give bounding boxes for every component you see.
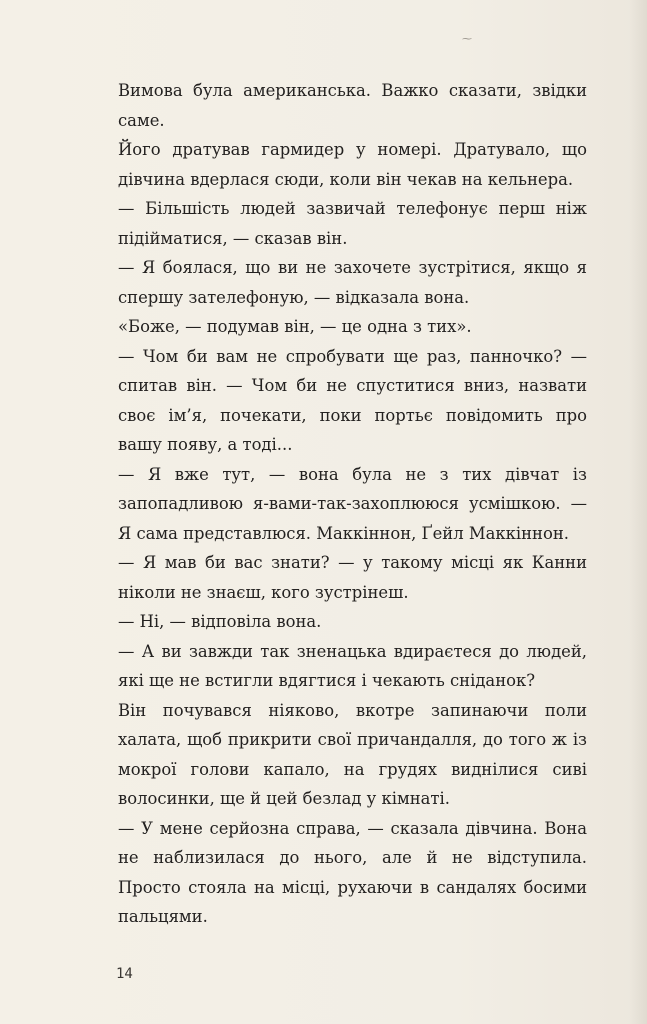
paragraph: — Я вже тут, — вона була не з тих дівчат із запопадливою я-вами-так-захоплююся усмішкою. — Я сама представлюся. Маккіннон, Ґейл Маккіннон. [118,464,587,543]
paragraph: Він почувався ніяково, вкотре запинаючи поли халата, щоб прикрити свої причандалля, до того ж із мокрої голови капало, на грудях виднілися сиві волосинки, ще й цей безлад у кімнаті. [118,700,587,808]
paragraph: «Боже, — подумав він, — це одна з тих». [118,317,472,336]
paragraph: — Я боялася, що ви не захочете зустрітися, якщо я спершу зателефоную, — відказала вона. [118,258,587,307]
body-text [118,76,587,932]
paragraph: — Я мав би вас знати? — у такому місці як Канни ніколи не знаєш, кого зустрінеш. [118,553,587,602]
paragraph: Вимова була американська. Важко сказати, звідки саме. [118,81,587,130]
paragraph: — А ви завжди так зненацька вдираєтеся до людей, які ще не встигли вдягтися і чекають сніданок? [118,641,587,690]
paragraph: — У мене серйозна справа, — сказала дівчина. Вона не наблизилася до нього, але й не відступила. Просто стояла на місці, рухаючи в сандалях босими пальцями. [118,818,587,926]
page-edge-shadow [629,0,647,1024]
page-number: 14 [116,966,133,982]
print-mark: ⁓ [462,34,472,45]
paragraph: — Ні, — відповіла вона. [118,612,322,631]
paragraph: Його дратував гармидер у номері. Дратувало, що дівчина вдерлася сюди, коли він чекав на кельнера. [118,140,587,189]
paragraph: — Більшість людей зазвичай телефонує перш ніж підійматися, — сказав він. [118,199,587,248]
paragraph: — Чом би вам не спробувати ще раз, панночко? — спитав він. — Чом би не спуститися вниз, назвати своє ім’я, почекати, поки портьє повідомить про вашу появу, а тоді... [118,346,587,454]
